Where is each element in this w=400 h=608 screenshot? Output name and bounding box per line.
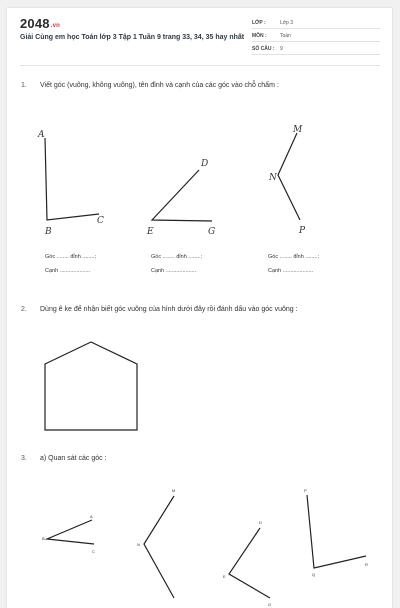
- label-g: G: [208, 227, 216, 237]
- answer-blank-angle[interactable]: Góc ........ đỉnh ........;: [268, 254, 320, 260]
- label-r-small: R: [365, 562, 368, 567]
- question-number: 1.: [21, 82, 27, 89]
- angle-bac-small: [47, 520, 94, 544]
- meta-value: 9: [280, 46, 283, 52]
- angle-mnp: [278, 133, 300, 220]
- label-n-small: N: [137, 542, 140, 547]
- label-c: C: [97, 216, 104, 226]
- meta-key: LỚP :: [252, 20, 266, 26]
- label-m: M: [293, 125, 303, 135]
- page-title: Giải Cùng em học Toán lớp 3 Tập 1 Tuần 9 trang 33, 34, 35 hay nhất: [20, 34, 245, 41]
- logo-text: 2048: [20, 16, 50, 31]
- meta-value: Toán: [280, 33, 291, 39]
- angle-pqr: [307, 495, 366, 568]
- pentagon-shape: [45, 342, 137, 430]
- figures-layer: [7, 8, 392, 608]
- label-d-small: D: [259, 520, 262, 525]
- question-text: Dùng ê ke để nhận biết góc vuông của hình dưới đây rồi đánh dấu vào góc vuông :: [40, 306, 298, 313]
- label-e-small: E: [223, 574, 226, 579]
- angle-deg: [152, 170, 212, 221]
- answer-blank-sides[interactable]: Cạnh ....................: [45, 268, 91, 274]
- label-b-small: B: [42, 536, 45, 541]
- label-g-small: G: [268, 602, 272, 607]
- label-b: B: [45, 227, 52, 237]
- label-a: A: [38, 130, 45, 140]
- label-n: N: [269, 173, 277, 183]
- meta-key: SỐ CÂU :: [252, 46, 275, 52]
- angle-mn: [144, 496, 174, 598]
- label-a-small: A: [90, 514, 93, 519]
- answer-blank-angle[interactable]: Góc ........ đỉnh ........;: [45, 254, 97, 260]
- angle-abc: [45, 138, 99, 220]
- answer-blank-sides[interactable]: Cạnh ....................: [268, 268, 314, 274]
- meta-key: MÔN :: [252, 33, 267, 39]
- question-number: 3.: [21, 455, 27, 462]
- meta-value: Lớp 3: [280, 20, 294, 26]
- answer-blank-sides[interactable]: Cạnh ....................: [151, 268, 197, 274]
- question-text: Viết góc (vuông, không vuông), tên đỉnh và cạnh của các góc vào chỗ chấm :: [40, 82, 279, 89]
- question-text: a) Quan sát các góc :: [40, 455, 107, 462]
- answer-blank-angle[interactable]: Góc ........ đỉnh ........;: [151, 254, 203, 260]
- angle-deg-small: [229, 528, 270, 598]
- label-c-small: C: [92, 549, 95, 554]
- logo-suffix: .vn: [50, 23, 61, 29]
- label-p-small: P: [304, 488, 307, 493]
- question-number: 2.: [21, 306, 27, 313]
- worksheet-page: [7, 8, 392, 608]
- label-p: P: [299, 226, 306, 236]
- label-m-small: M: [172, 488, 176, 493]
- label-q-small: Q: [312, 572, 316, 577]
- label-e: E: [147, 227, 154, 237]
- label-d: D: [201, 159, 209, 169]
